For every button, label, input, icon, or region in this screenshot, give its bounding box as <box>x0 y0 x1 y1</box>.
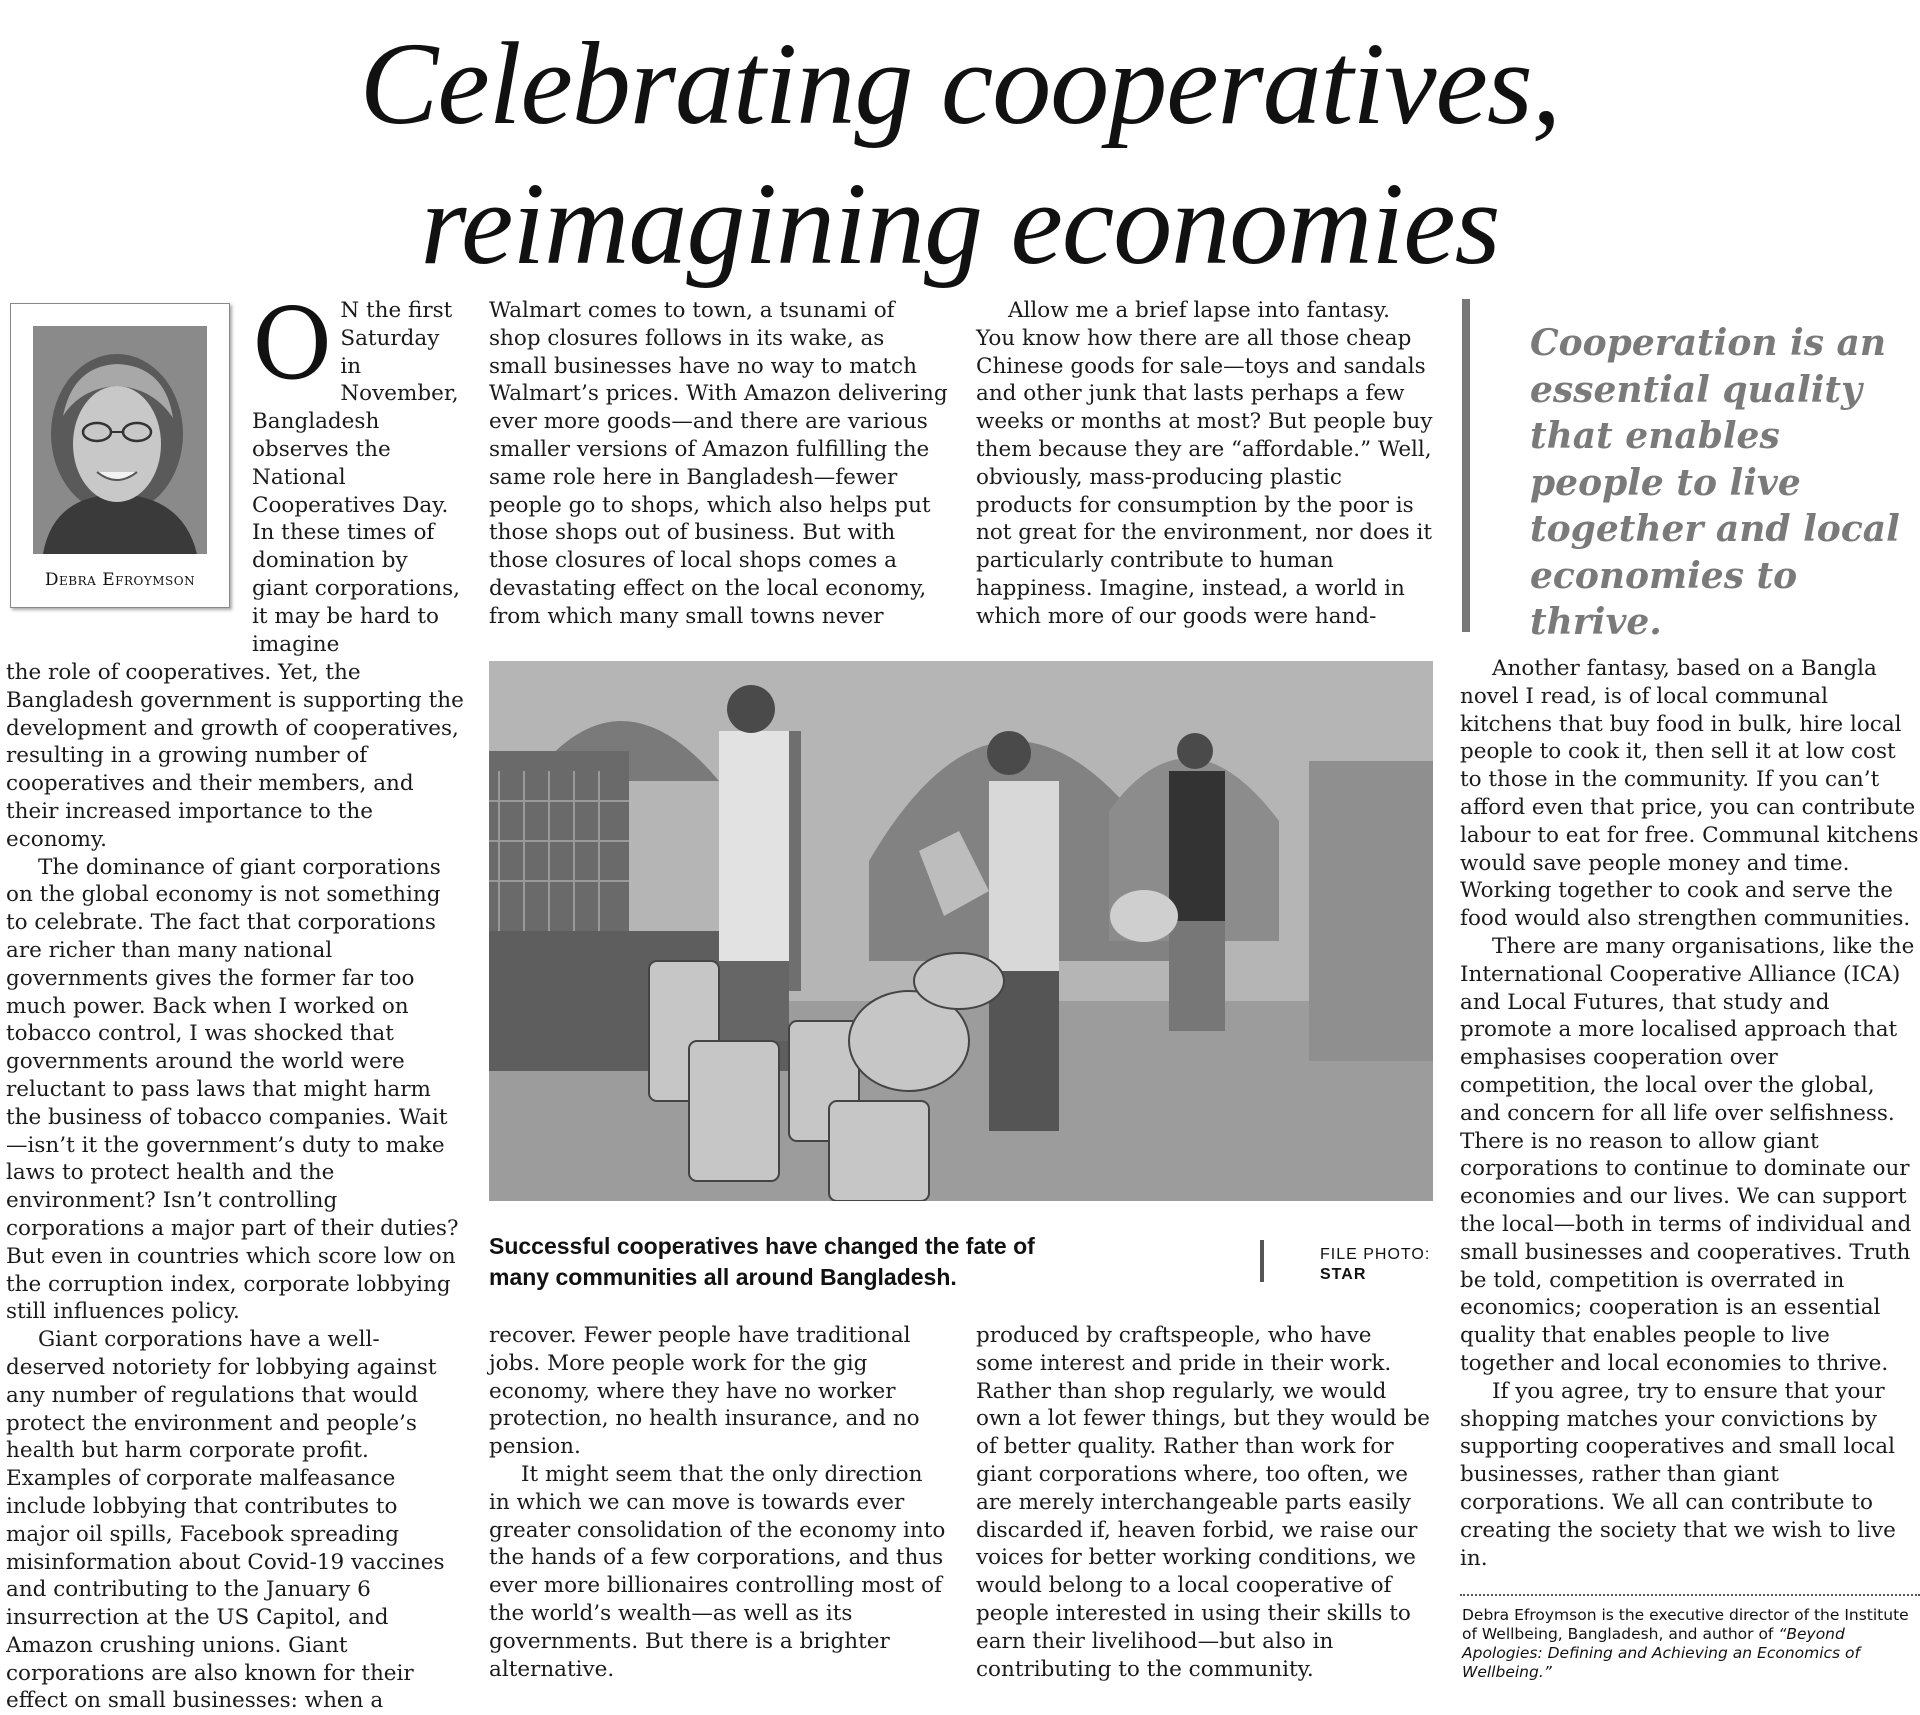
photo-credit <box>1320 1245 1440 1285</box>
column-2-top <box>489 297 949 631</box>
headline-line-1: Celebrating cooperatives, <box>359 18 1561 149</box>
headline-line-2: reimagining economies <box>420 158 1500 289</box>
bio-text: Debra Efroymson is the executive director of the Institute of Wellbeing, Bangladesh, and author of <box>1462 1606 1909 1643</box>
pullquote-bar <box>1462 299 1470 632</box>
dropcap: O <box>252 288 333 402</box>
author-box <box>10 303 230 608</box>
article-photo <box>489 661 1433 1201</box>
pullquote: Cooperation is an essential quality that enables people to live together and local economies to thrive. <box>1530 322 1900 643</box>
credit-label: FILE PHOTO: <box>1320 1246 1431 1263</box>
intro-text: N the first Saturday in November, Bangladesh observes the National Cooperatives Day. In these times of domination by giant corporations, it may be hard to imagine <box>252 298 461 657</box>
paragraph: Walmart comes to town, a tsunami of shop closures follows in its wake, as small businesses have no way to match Walmart’s prices. With Amazon delivering ever more goods—and there are various smaller versions of Amazon fulfilling the same role here in Bangladesh—fewer people go to shops, which also helps put those shops out of business. But with those closures of local shops comes a devastating effect on the local economy, from which many small towns never <box>489 298 948 629</box>
paragraph: It might seem that the only direction in which we can move is towards ever greater consolidation of the economy into the hands of a few corporations, and thus ever more billionaires controlling most of the world’s wealth—as well as its governments. But there is a brighter alternative. <box>489 1461 946 1682</box>
photo-caption: Successful cooperatives have changed the fate of many communities all around Bangladesh. <box>489 1233 1035 1290</box>
author-name: Debra Efroymson <box>44 570 196 590</box>
paragraph: The dominance of giant corporations on the global economy is not something to celebrate. The fact that corporations are richer than many national governments gives the former far too much power. Back when I worked on tobacco control, I was shocked that governments around the world were reluctant to pass laws that might harm the business of tobacco companies. Wait—isn’t it the government’s duty to make laws to protect health and the environment? Isn’t controlling corporations a major part of their duties? But even in countries which score low on the corruption index, corporate lobbying still influences policy. <box>6 854 459 1325</box>
paragraph: There are many organisations, like the International Cooperative Alliance (ICA) and Local Futures, that study and promote a more localised approach that emphasises cooperation over competition, the local over the global, and concern for all life over selfishness. There is no reason to allow giant corporations to continue to dominate our economies and our lives. We can support the local—both in terms of individual and small businesses and cooperatives. Truth be told, competition is overrated in economics; cooperation is an essential quality that enables people to live together and local economies to thrive. <box>1460 933 1915 1376</box>
credit-divider <box>1260 1240 1264 1282</box>
author-portrait-image <box>33 326 207 554</box>
column-2-bottom <box>489 1322 949 1683</box>
column-1 <box>6 659 464 1715</box>
paragraph: recover. Fewer people have traditional jobs. More people work for the gig economy, where they have no worker protection, no health insurance, and no pension. <box>489 1323 920 1460</box>
paragraph: Allow me a brief lapse into fantasy. You know how there are all those cheap Chinese goods for sale—toys and sandals and other junk that lasts perhaps a few weeks or months at most? But people buy them because they are “affordable.” Well, obviously, mass-producing plastic products for consumption by the poor is not great for the environment, nor does it particularly contribute to human happiness. Imagine, instead, a world in which more of our goods were hand- <box>976 298 1433 629</box>
paragraph: Another fantasy, based on a Bangla novel I read, is of local communal kitchens that buy food in bulk, hire local people to cook it, then sell it at low cost to those in the community. If you can’t afford even that price, you can contribute labour to eat for free. Communal kitchens would save people money and time. Working together to cook and serve the food would also strengthen communities. <box>1460 656 1919 932</box>
credit-source: STAR <box>1320 1266 1367 1283</box>
column-3-top <box>976 297 1434 631</box>
paragraph: Giant corporations have a well-deserved notoriety for lobbying against any number of regulations that would protect the environment and people’s health but harm corporate profit. Examples of corporate malfeasance include lobbying that contributes to major oil spills, Facebook spreading misinformation about Covid-19 vaccines and contributing to the January 6 insurrection at the US Capitol, and Amazon crushing unions. Giant corporations are also known for their effect on small businesses: when a <box>6 1327 445 1714</box>
column-4 <box>1460 655 1920 1572</box>
headline <box>0 14 1920 294</box>
author-photo <box>33 326 207 554</box>
paragraph: If you agree, try to ensure that your shopping matches your convictions by supporting cooperatives and small local businesses, rather than giant corporations. We all can contribute to creating the society that we wish to live in. <box>1460 1378 1896 1571</box>
paragraph: the role of cooperatives. Yet, the Bangladesh government is supporting the development and growth of cooperatives, resulting in a growing number of cooperatives and their members, and their increased importance to the economy. <box>6 660 464 852</box>
author-bio <box>1462 1606 1912 1682</box>
bio-book-title: “Beyond Apologies: Defining and Achieving an Economics of Wellbeing.” <box>1462 1625 1860 1681</box>
cooperative-milk-collection-image <box>489 661 1433 1201</box>
bio-divider <box>1460 1594 1920 1596</box>
column-3-bottom <box>976 1322 1434 1683</box>
column-1-intro <box>252 288 462 658</box>
paragraph: produced by craftspeople, who have some interest and pride in their work. Rather than shop regularly, we would own a lot fewer things, but they would be of better quality. Rather than work for giant corporations where, too often, we are merely interchangeable parts easily discarded if, heaven forbid, we raise our voices for better working conditions, we would belong to a local cooperative of people interested in using their skills to earn their livelihood—but also in contributing to the community. <box>976 1323 1430 1682</box>
